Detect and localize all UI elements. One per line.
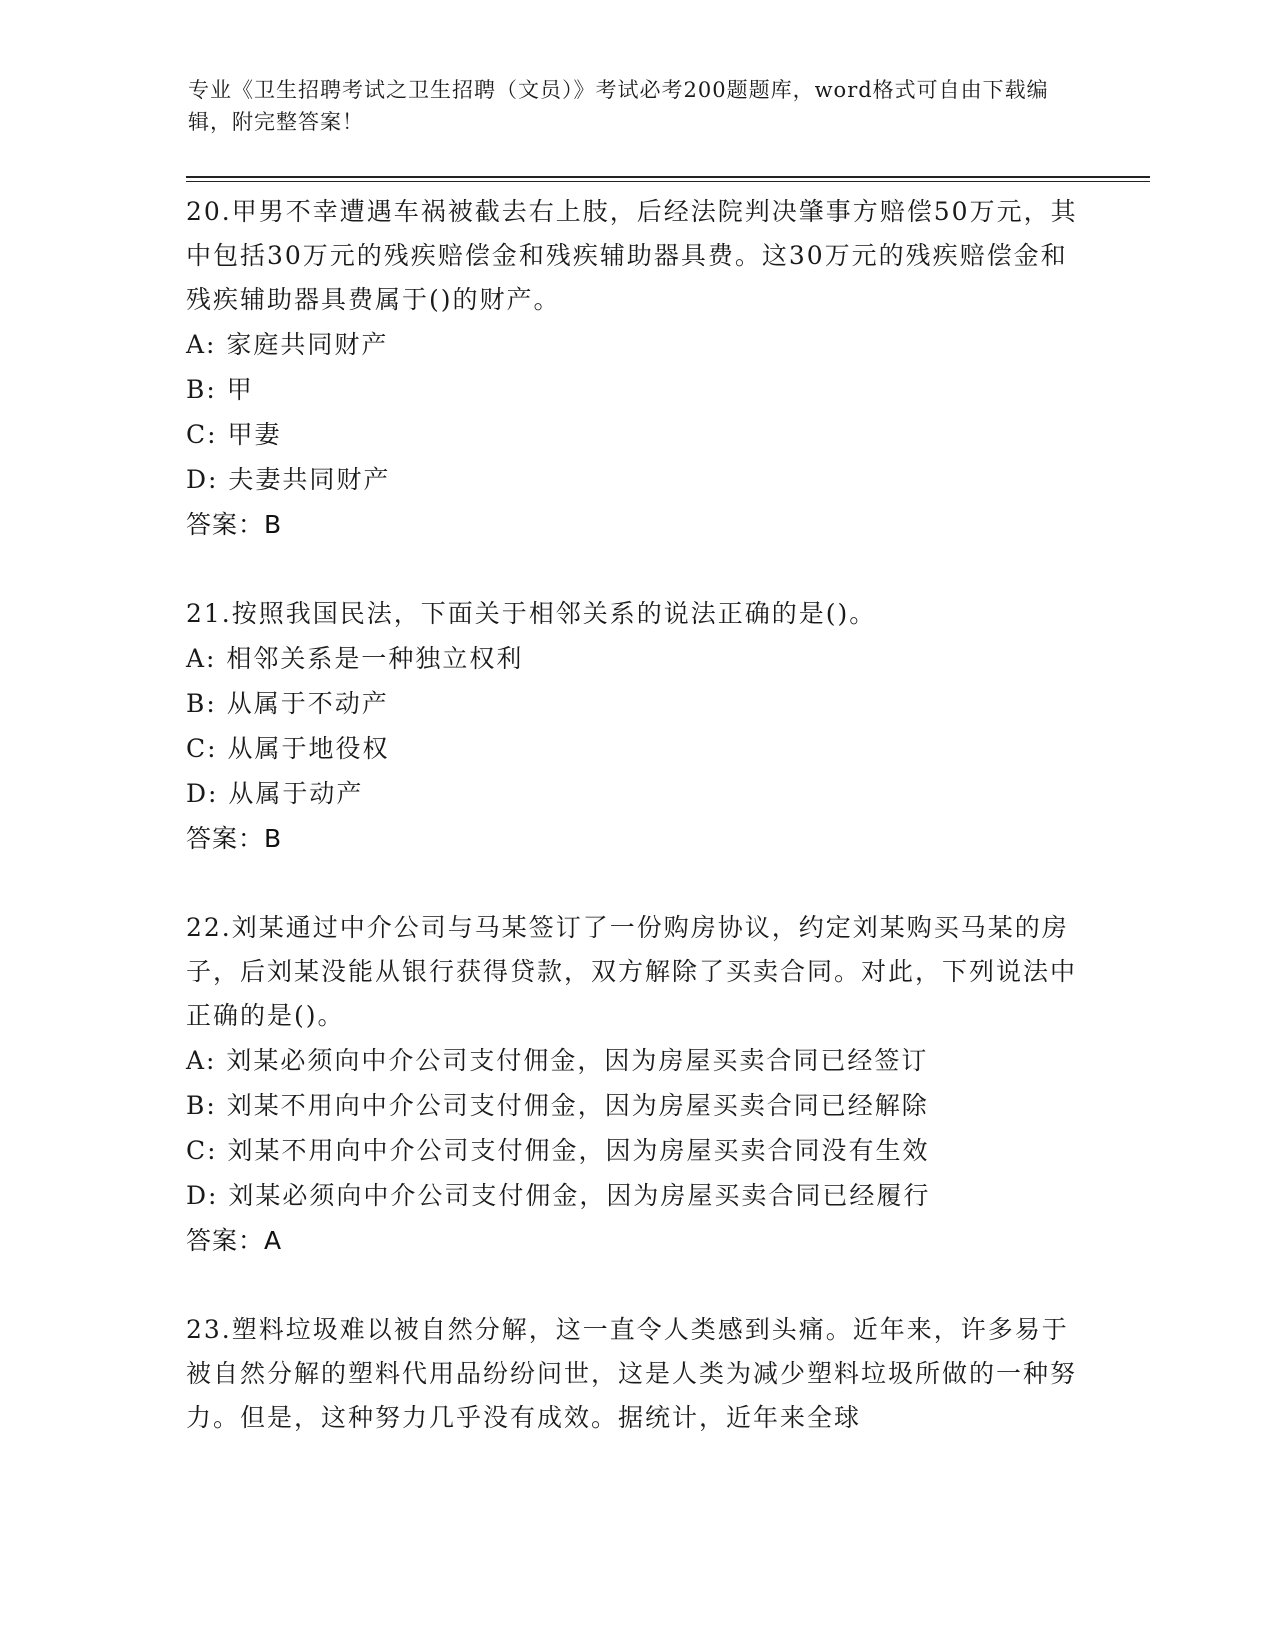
header-divider-thin <box>186 181 1150 182</box>
question-stem: 20.甲男不幸遭遇车祸被截去右上肢，后经法院判决肇事方赔偿50万元，其中包括30万元的残疾赔偿金和残疾辅助器具费。这30万元的残疾赔偿金和残疾辅助器具费属于()的财产。 <box>186 197 1078 314</box>
option-a: A: 相邻关系是一种独立权利 <box>186 644 524 673</box>
document-header: 专业《卫生招聘考试之卫生招聘（文员）》考试必考200题题库，word格式可自由下载编辑，附完整答案！ <box>188 78 1049 134</box>
question-list <box>186 190 1086 1485</box>
header-divider <box>186 176 1150 178</box>
answer: 答案：B <box>186 824 283 853</box>
option-c: C: 刘某不用向中介公司支付佣金，因为房屋买卖合同没有生效 <box>186 1136 930 1165</box>
option-a: A: 刘某必须向中介公司支付佣金，因为房屋买卖合同已经签订 <box>186 1046 929 1075</box>
question-23 <box>186 1308 1086 1440</box>
option-d: D: 从属于动产 <box>186 779 364 808</box>
option-b: B: 甲 <box>186 375 254 404</box>
question-20 <box>186 190 1086 547</box>
option-b: B: 从属于不动产 <box>186 689 389 718</box>
option-b: B: 刘某不用向中介公司支付佣金，因为房屋买卖合同已经解除 <box>186 1091 929 1120</box>
question-stem: 22.刘某通过中介公司与马某签订了一份购房协议，约定刘某购买马某的房子，后刘某没能从银行获得贷款，双方解除了买卖合同。对此，下列说法中正确的是()。 <box>186 913 1078 1030</box>
question-stem: 21.按照我国民法，下面关于相邻关系的说法正确的是()。 <box>186 599 877 628</box>
answer: 答案：A <box>186 1226 283 1255</box>
question-22 <box>186 906 1086 1263</box>
option-c: C: 甲妻 <box>186 420 282 449</box>
option-d: D: 夫妻共同财产 <box>186 465 391 494</box>
answer: 答案：B <box>186 510 283 539</box>
question-stem: 23.塑料垃圾难以被自然分解，这一直令人类感到头痛。近年来，许多易于被自然分解的塑料代用品纷纷问世，这是人类为减少塑料垃圾所做的一种努力。但是，这种努力几乎没有成效。据统计，近年来全球 <box>186 1315 1078 1432</box>
question-21 <box>186 592 1086 861</box>
option-c: C: 从属于地役权 <box>186 734 390 763</box>
option-d: D: 刘某必须向中介公司支付佣金，因为房屋买卖合同已经履行 <box>186 1181 931 1210</box>
option-a: A: 家庭共同财产 <box>186 330 389 359</box>
